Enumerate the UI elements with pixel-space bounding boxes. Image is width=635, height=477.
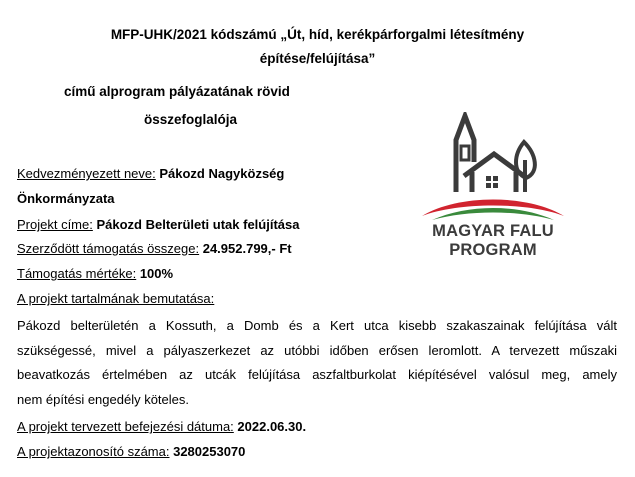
completion-row (17, 419, 306, 434)
document-title-line2: építése/felújítása” (259, 51, 376, 66)
support-rate-value: 100% (136, 266, 174, 281)
grant-amount-label: Szerződött támogatás összege: (17, 241, 200, 256)
completion-value: 2022.06.30. (233, 419, 307, 434)
document-title-line1: MFP-UHK/2021 kódszámú „Út, híd, kerékpárforgalmi létesítmény (110, 27, 525, 42)
grant-amount-row (17, 241, 292, 256)
logo-text-line1: MAGYAR FALU (432, 222, 554, 240)
content-line: Pákozd belterületén a Kossuth, a Domb és a Kert utca kisebb szakaszainak felújítása vált (17, 318, 617, 333)
logo-text-line2: PROGRAM (449, 241, 537, 259)
beneficiary-label: Kedvezményezett neve: (17, 166, 156, 181)
project-id-value: 3280253070 (169, 444, 246, 459)
document-subtitle-line1: című alprogram pályázatának rövid (64, 84, 290, 99)
beneficiary-row (17, 166, 284, 181)
project-title-row (17, 217, 299, 232)
content-line: szükségessé, mivel a pályaszerkezet az utóbbi időben erősen leromlott. A tervezett műszaki (17, 342, 617, 358)
project-title-label: Projekt címe: (17, 217, 93, 232)
project-id-row (17, 444, 245, 459)
content-label: A projekt tartalmának bemutatása: (17, 291, 215, 306)
content-paragraph (17, 314, 617, 412)
project-id-label: A projektazonosító száma: (17, 444, 170, 459)
support-rate-row (17, 266, 173, 281)
logo-text (418, 222, 568, 260)
grant-amount-value: 24.952.799,- Ft (199, 241, 292, 256)
beneficiary-value-line2: Önkormányzata (17, 191, 115, 206)
completion-label: A projekt tervezett befejezési dátuma: (17, 419, 234, 434)
content-line: beavatkozás értelmében az utcák felújítása aszfaltburkolat kiépítésével valósul meg, amely (17, 367, 617, 382)
content-line: nem építési engedély köteles. (17, 391, 189, 407)
document-subtitle-line2: összefoglalója (144, 112, 238, 127)
beneficiary-value: Pákozd Nagyközség (155, 166, 285, 181)
project-title-value: Pákozd Belterületi utak felújítása (92, 217, 300, 232)
support-rate-label: Támogatás mértéke: (17, 266, 137, 281)
